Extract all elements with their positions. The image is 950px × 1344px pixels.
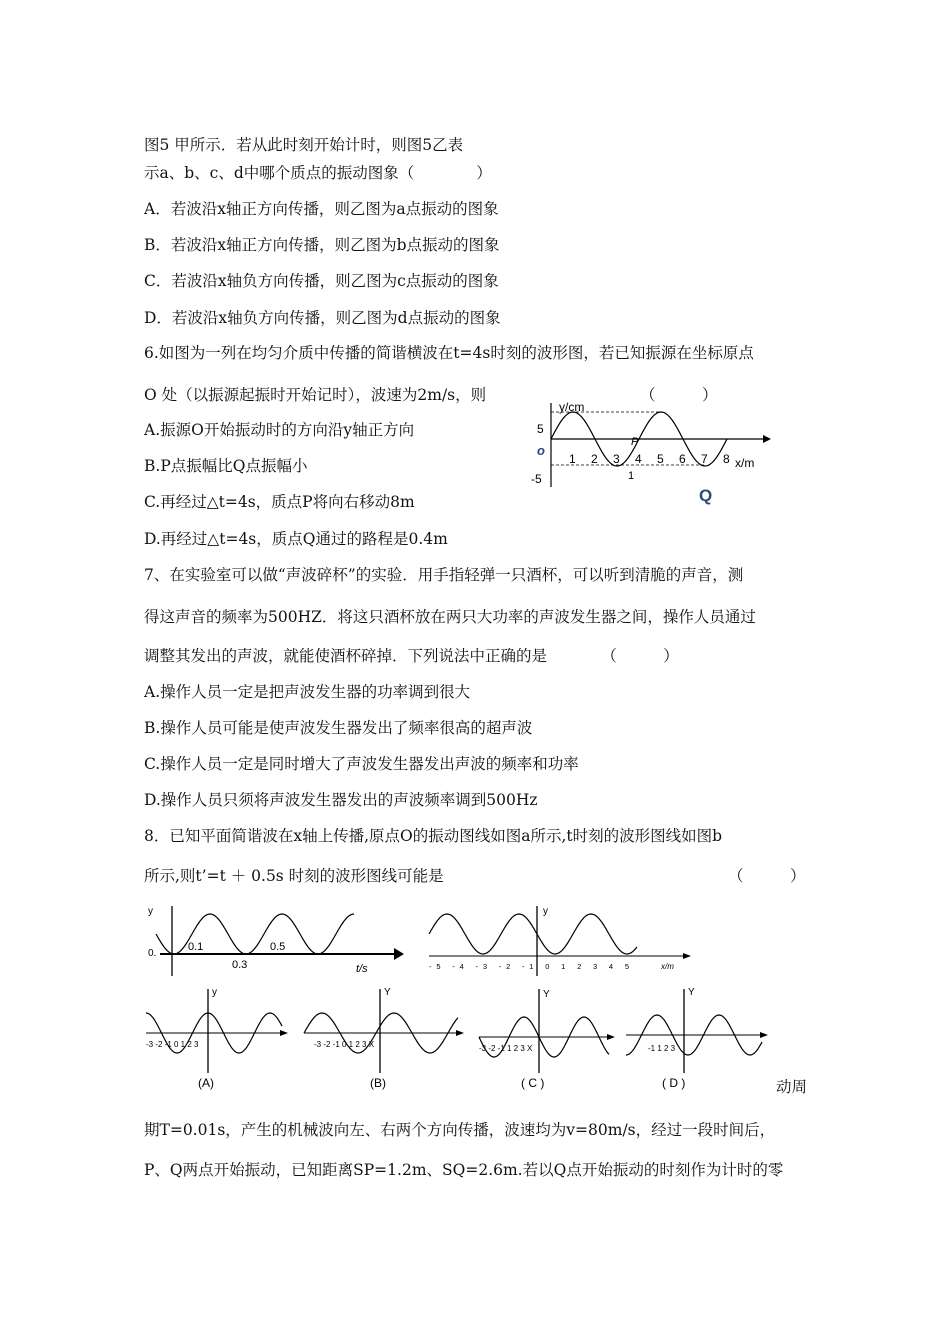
q7-option-b: B.操作人员可能是使声波发生器发出了频率很高的超声波: [144, 719, 533, 737]
text-line: 图5 甲所示．若从此时刻开始计时，则图5乙表: [144, 136, 464, 154]
y-tick-neg5: -5: [531, 472, 542, 486]
tick-labels: -3 -2 -1 0 1 2 3 X: [314, 1040, 375, 1049]
q7-option-d: D.操作人员只须将声波发生器发出的声波频率调到500Hz: [144, 791, 538, 809]
q6-option-a: A.振源O开始振动时的方向沿y轴正方向: [144, 421, 415, 439]
x-tick-label: 3: [613, 452, 620, 466]
question-7: 7、在实验室可以做“声波碎杯”的实验．用手指轻弹一只酒杯，可以听到清脆的声音，测: [144, 566, 744, 584]
question-7-cont: 得这声音的频率为500HZ．将这只酒杯放在两只大功率的声波发生器之间，操作人员通过: [144, 608, 756, 626]
x-tick-label: 7: [701, 452, 708, 466]
option-label-c: ( C ): [521, 1076, 545, 1090]
point-q-label: Q: [699, 486, 713, 505]
option-graph-c: [475, 985, 620, 1095]
option-b: B．若波沿x轴正方向传播，则乙图为b点振动的图象: [144, 236, 500, 254]
question-8: 8．已知平面简谐波在x轴上传播,原点O的振动图线如图a所示,t时刻的波形图线如图b: [144, 827, 723, 845]
text-line: 期T=0.01s，产生的机械波向左、右两个方向传播，波速均为v=80m/s，经过一段时间后，: [144, 1121, 776, 1139]
y-axis-label: y/cm: [559, 400, 585, 414]
axis-label: x/m: [661, 962, 674, 971]
y-label: y: [148, 906, 153, 917]
option-d: D．若波沿x轴负方向传播，则乙图为d点振动的图象: [144, 309, 501, 327]
tick-label: 0.5: [270, 941, 286, 953]
answer-paren: （ ）: [640, 386, 718, 404]
wave-graph-b: [425, 902, 695, 980]
origin-label: 0.: [148, 948, 157, 959]
option-graph-a: [142, 985, 292, 1095]
tick-labels: -5 -4 -3 -2 -1 0 1 2 3 4 5: [429, 962, 629, 971]
answer-paren: （ ）: [728, 867, 806, 885]
y-label: Y: [688, 987, 695, 998]
x-axis-label: x/m: [735, 456, 755, 470]
y-label: y: [212, 987, 217, 998]
q6-option-c: C.再经过△t=4s，质点P将向右移动8m: [144, 493, 415, 511]
tick-labels: -3 -2 -1 1 2 3 X: [479, 1044, 533, 1053]
option-label-a: (A): [198, 1076, 214, 1090]
question-8-cont: 所示,则t’=t ＋ 0.5s 时刻的波形图线可能是: [144, 867, 444, 885]
x-tick-label: 4: [635, 452, 642, 466]
vibration-graph-a: [142, 902, 407, 980]
option-graph-d: [622, 985, 772, 1095]
question-6: 6.如图为一列在均匀介质中传播的简谐横波在t=4s时刻的波形图，若已知振源在坐标原点: [144, 344, 754, 362]
y-tick-5: 5: [537, 422, 544, 436]
question-7-cont2: 调整其发出的声波，就能使酒杯碎掉．下列说法中正确的是 （ ）: [144, 647, 679, 665]
x-tick-label: 6: [679, 452, 686, 466]
wave-figure-q6: [525, 395, 775, 510]
tick-label: 0.3: [232, 959, 248, 971]
axis-label: t/s: [356, 963, 368, 975]
option-a: A．若波沿x轴正方向传播，则乙图为a点振动的图象: [144, 200, 499, 218]
option-label-d: ( D ): [662, 1076, 686, 1090]
option-c: C．若波沿x轴负方向传播，则乙图为c点振动的图象: [144, 272, 499, 290]
tick-label: 0.1: [188, 941, 204, 953]
x-tick-label: 8: [723, 452, 730, 466]
q6-option-d: D.再经过△t=4s，质点Q通过的路程是0.4m: [144, 530, 448, 548]
y-label: y: [543, 906, 548, 917]
q6-option-b: B.P点振幅比Q点振幅小: [144, 457, 308, 475]
tick-labels: -3 -2 -1 0 1 2 3: [146, 1040, 199, 1049]
text-line: P、Q两点开始振动，已知距离SP=1.2m、SQ=2.6m.若以Q点开始振动的时刻作为计时的零: [144, 1161, 784, 1179]
question-6-cont: O 处（以振源起振时开始记时），波速为2m/s，则: [144, 386, 487, 404]
text-line: 示a、b、c、d中哪个质点的振动图象（ ）: [144, 164, 492, 182]
x-tick-label: 5: [657, 452, 664, 466]
tick-labels: -1 1 2 3: [648, 1044, 676, 1053]
y-label: Y: [543, 989, 550, 1000]
x-tick-label: 1: [569, 452, 576, 466]
option-graph-b: [300, 985, 470, 1095]
text-fragment: 动周: [776, 1078, 808, 1096]
label-one: 1: [628, 470, 635, 482]
x-tick-label: 2: [591, 452, 598, 466]
q7-option-a: A.操作人员一定是把声波发生器的功率调到很大: [144, 683, 471, 701]
point-p-label: P: [631, 436, 639, 448]
origin-label: o: [537, 443, 545, 458]
y-label: Y: [384, 987, 391, 998]
option-label-b: (B): [370, 1076, 386, 1090]
q7-option-c: C.操作人员一定是同时增大了声波发生器发出声波的频率和功率: [144, 755, 579, 773]
